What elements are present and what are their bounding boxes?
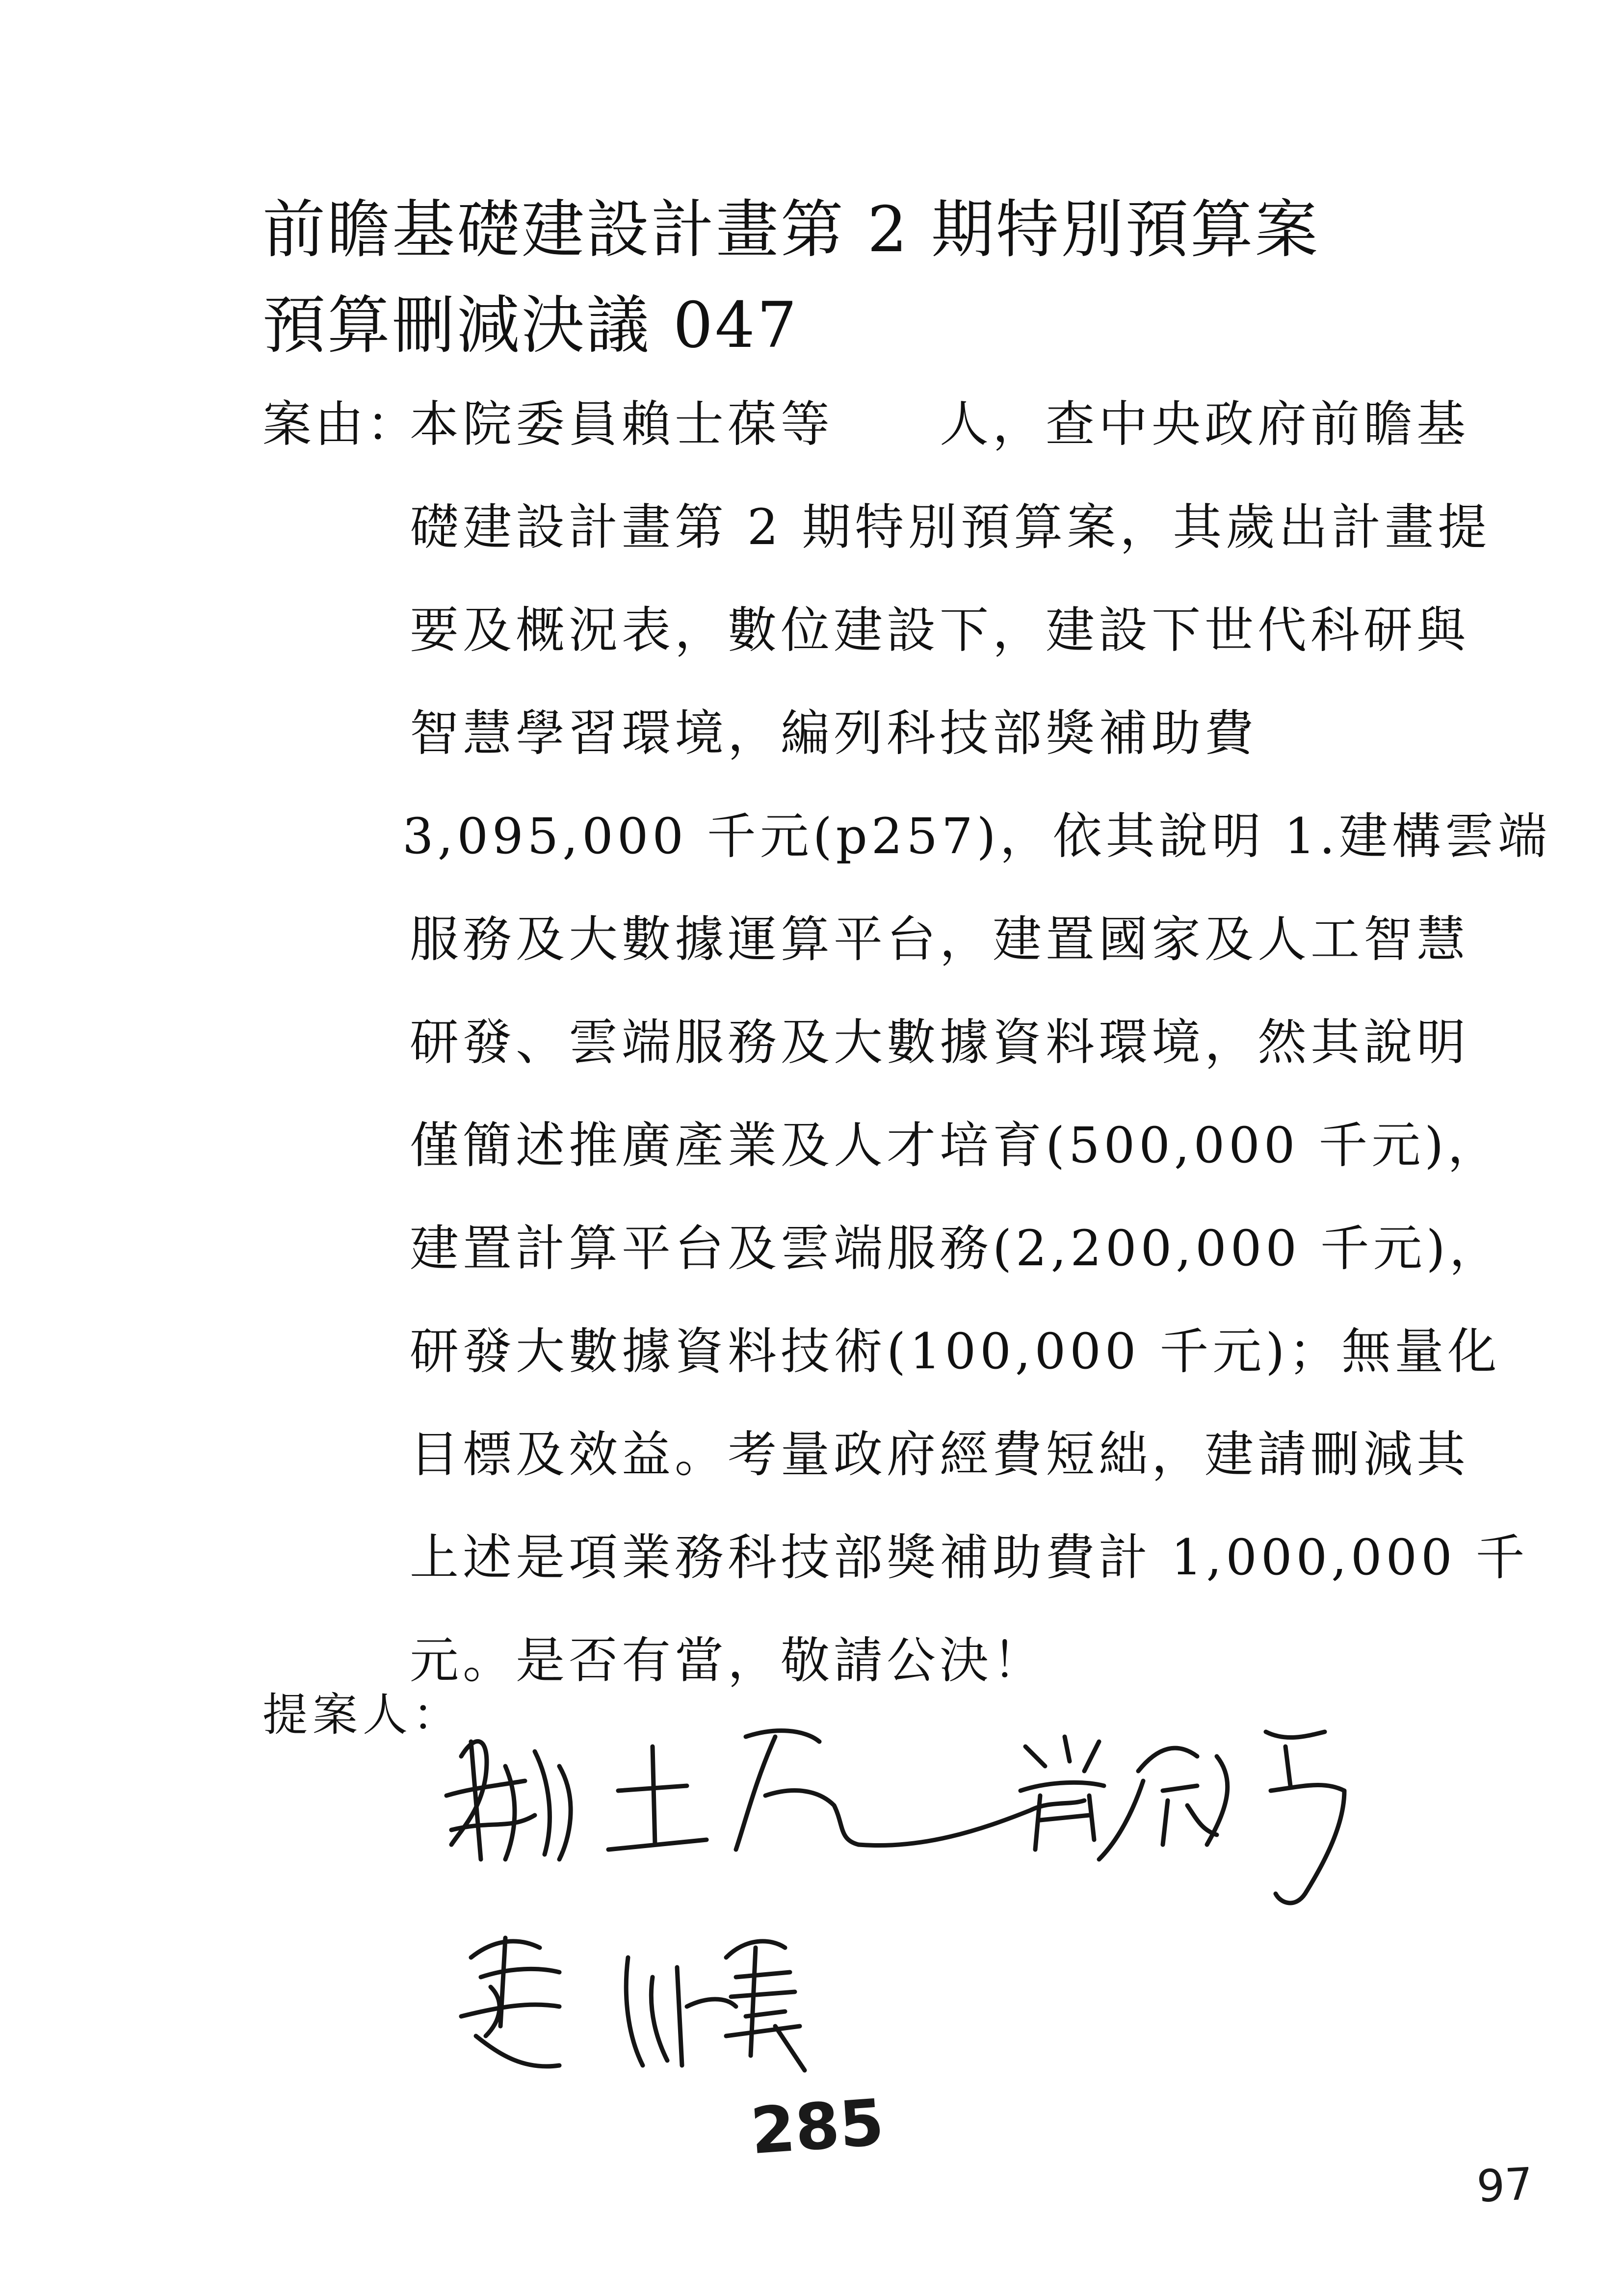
document-title-line-1: 前瞻基礎建設計畫第 2 期特別預算案 <box>262 193 1320 266</box>
corner-page-number: 97 <box>1475 2158 1535 2213</box>
body-line-12: 上述是項業務科技部獎補助費計 1,000,000 千 <box>410 1529 1529 1586</box>
handwritten-signatures <box>432 1683 1388 2100</box>
body-line-1: 本院委員賴士葆等 人，查中央政府前瞻基 <box>410 395 1469 453</box>
body-line-5: 3,095,000 千元(p257)，依其說明 1.建構雲端 <box>402 808 1551 865</box>
body-line-2: 礎建設計畫第 2 期特別預算案，其歲出計畫提 <box>410 498 1491 556</box>
case-label: 案由： <box>262 395 419 453</box>
body-line-3: 要及概況表，數位建設下，建設下世代科研與 <box>410 601 1469 659</box>
body-line-7: 研發、雲端服務及大數據資料環境，然其說明 <box>410 1014 1469 1071</box>
body-line-10: 研發大數據資料技術(100,000 千元)；無量化 <box>410 1323 1501 1380</box>
proposer-label: 提案人： <box>262 1689 463 1741</box>
body-line-13: 元。是否有當，敬請公決！ <box>410 1632 1046 1689</box>
body-line-6: 服務及大數據運算平台，建置國家及人工智慧 <box>410 911 1469 968</box>
page-number: 285 <box>748 2085 887 2169</box>
body-line-8: 僅簡述推廣產業及人才培育(500,000 千元)， <box>410 1117 1501 1174</box>
document-title-line-2: 預算刪減決議 047 <box>262 289 799 362</box>
body-line-4: 智慧學習環境，編列科技部獎補助費 <box>410 704 1257 762</box>
body-line-9: 建置計算平台及雲端服務(2,200,000 千元)， <box>410 1220 1502 1277</box>
body-line-11: 目標及效益。考量政府經費短絀，建請刪減其 <box>410 1426 1469 1483</box>
